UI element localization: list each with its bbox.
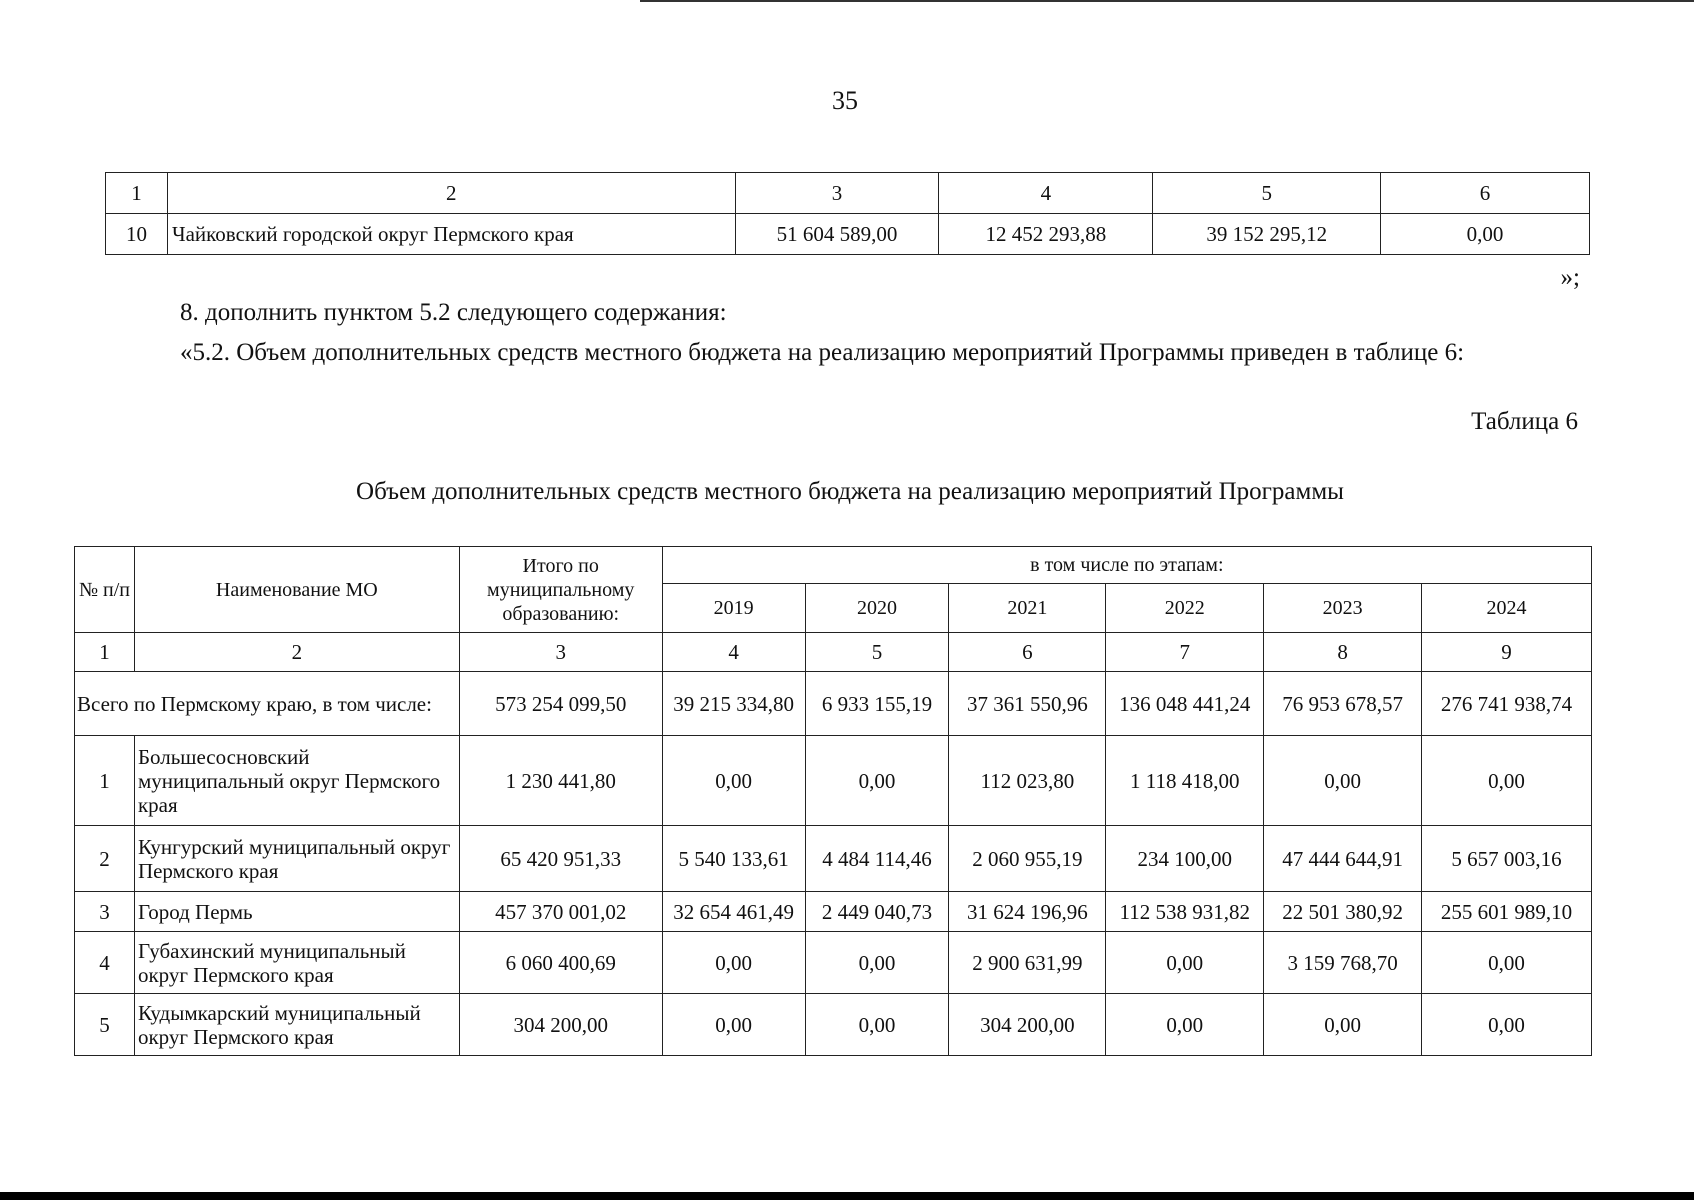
row-number: 1 — [75, 736, 135, 826]
value-cell: 51 604 589,00 — [735, 214, 939, 255]
value-cell: 304 200,00 — [459, 994, 662, 1056]
value-cell: 32 654 461,49 — [662, 892, 805, 932]
column-number: 4 — [939, 173, 1153, 214]
column-number: 7 — [1106, 633, 1264, 672]
value-cell: 112 538 931,82 — [1106, 892, 1264, 932]
value-cell: 37 361 550,96 — [949, 672, 1106, 736]
value-cell: 4 484 114,46 — [805, 826, 949, 892]
page-number: 35 — [832, 86, 858, 115]
value-cell: 5 657 003,16 — [1422, 826, 1592, 892]
total-label: Всего по Пермскому краю, в том числе: — [75, 672, 460, 736]
paragraph-section-5-2: «5.2. Объем дополнительных средств местного бюджета на реализацию мероприятий Программы приведен в таблице 6: — [180, 339, 1465, 366]
value-cell: 234 100,00 — [1106, 826, 1264, 892]
value-cell: 0,00 — [805, 736, 949, 826]
table-row — [75, 826, 1592, 892]
row-number: 5 — [75, 994, 135, 1056]
value-cell: 39 152 295,12 — [1153, 214, 1381, 255]
value-cell: 0,00 — [1106, 932, 1264, 994]
column-number: 2 — [134, 633, 459, 672]
column-number: 1 — [75, 633, 135, 672]
value-cell: 6 933 155,19 — [805, 672, 949, 736]
municipality-name: Кунгурский муниципальный округ Пермского края — [134, 826, 459, 892]
total-row — [75, 672, 1592, 736]
value-cell: 0,00 — [1422, 932, 1592, 994]
table-row — [106, 214, 1590, 255]
value-cell: 0,00 — [1381, 214, 1590, 255]
value-cell: 0,00 — [805, 994, 949, 1056]
header-year: 2019 — [662, 584, 805, 633]
column-number: 1 — [106, 173, 168, 214]
value-cell: 12 452 293,88 — [939, 214, 1153, 255]
value-cell: 22 501 380,92 — [1264, 892, 1422, 932]
row-number: 10 — [106, 214, 168, 255]
continuation-column-numbers-row — [106, 173, 1590, 214]
scan-edge-top — [640, 0, 1694, 2]
row-number: 4 — [75, 932, 135, 994]
value-cell: 0,00 — [1106, 994, 1264, 1056]
budget-table — [74, 546, 1592, 1056]
value-cell: 304 200,00 — [949, 994, 1106, 1056]
value-cell: 76 953 678,57 — [1264, 672, 1422, 736]
value-cell: 2 900 631,99 — [949, 932, 1106, 994]
closing-quote: »; — [1560, 264, 1580, 291]
value-cell: 1 230 441,80 — [459, 736, 662, 826]
value-cell: 457 370 001,02 — [459, 892, 662, 932]
column-number: 4 — [662, 633, 805, 672]
column-number: 5 — [1153, 173, 1381, 214]
header-name: Наименование МО — [134, 547, 459, 633]
value-cell: 0,00 — [662, 932, 805, 994]
header-year: 2024 — [1422, 584, 1592, 633]
value-cell: 2 060 955,19 — [949, 826, 1106, 892]
value-cell: 0,00 — [662, 994, 805, 1056]
municipality-name: Кудымкарский муниципальный округ Пермского края — [134, 994, 459, 1056]
value-cell: 3 159 768,70 — [1264, 932, 1422, 994]
paragraph-amendment: 8. дополнить пунктом 5.2 следующего содержания: — [180, 299, 727, 326]
column-number: 8 — [1264, 633, 1422, 672]
value-cell: 5 540 133,61 — [662, 826, 805, 892]
value-cell: 0,00 — [1422, 994, 1592, 1056]
header-year: 2022 — [1106, 584, 1264, 633]
value-cell: 0,00 — [1264, 994, 1422, 1056]
header-total: Итого по муниципальному образованию: — [459, 547, 662, 633]
column-number: 3 — [735, 173, 939, 214]
value-cell: 276 741 938,74 — [1422, 672, 1592, 736]
header-num: № п/п — [75, 547, 135, 633]
column-number: 6 — [949, 633, 1106, 672]
value-cell: 0,00 — [805, 932, 949, 994]
municipality-name: Губахинский муниципальный округ Пермского края — [134, 932, 459, 994]
scan-edge-bottom — [0, 1192, 1694, 1200]
column-numbers-row — [75, 633, 1592, 672]
municipality-name: Чайковский городской округ Пермского края — [167, 214, 735, 255]
value-cell: 47 444 644,91 — [1264, 826, 1422, 892]
value-cell: 1 118 418,00 — [1106, 736, 1264, 826]
header-year: 2020 — [805, 584, 949, 633]
table-row — [75, 892, 1592, 932]
table-title: Объем дополнительных средств местного бюджета на реализацию мероприятий Программы — [356, 478, 1344, 505]
header-stages: в том числе по этапам: — [662, 547, 1591, 584]
value-cell: 0,00 — [662, 736, 805, 826]
table-row — [75, 932, 1592, 994]
value-cell: 0,00 — [1422, 736, 1592, 826]
value-cell: 255 601 989,10 — [1422, 892, 1592, 932]
header-year: 2023 — [1264, 584, 1422, 633]
column-number: 9 — [1422, 633, 1592, 672]
table-label: Таблица 6 — [1471, 408, 1578, 435]
value-cell: 136 048 441,24 — [1106, 672, 1264, 736]
column-number: 6 — [1381, 173, 1590, 214]
value-cell: 65 420 951,33 — [459, 826, 662, 892]
table-row — [75, 736, 1592, 826]
header-year: 2021 — [949, 584, 1106, 633]
value-cell: 6 060 400,69 — [459, 932, 662, 994]
value-cell: 112 023,80 — [949, 736, 1106, 826]
column-number: 3 — [459, 633, 662, 672]
column-number: 5 — [805, 633, 949, 672]
value-cell: 39 215 334,80 — [662, 672, 805, 736]
row-number: 2 — [75, 826, 135, 892]
continuation-table — [105, 172, 1590, 255]
value-cell: 2 449 040,73 — [805, 892, 949, 932]
column-number: 2 — [167, 173, 735, 214]
table-row — [75, 994, 1592, 1056]
municipality-name: Город Пермь — [134, 892, 459, 932]
value-cell: 0,00 — [1264, 736, 1422, 826]
municipality-name: Большесосновский муниципальный округ Пермского края — [134, 736, 459, 826]
value-cell: 31 624 196,96 — [949, 892, 1106, 932]
header-row — [75, 547, 1592, 584]
row-number: 3 — [75, 892, 135, 932]
value-cell: 573 254 099,50 — [459, 672, 662, 736]
